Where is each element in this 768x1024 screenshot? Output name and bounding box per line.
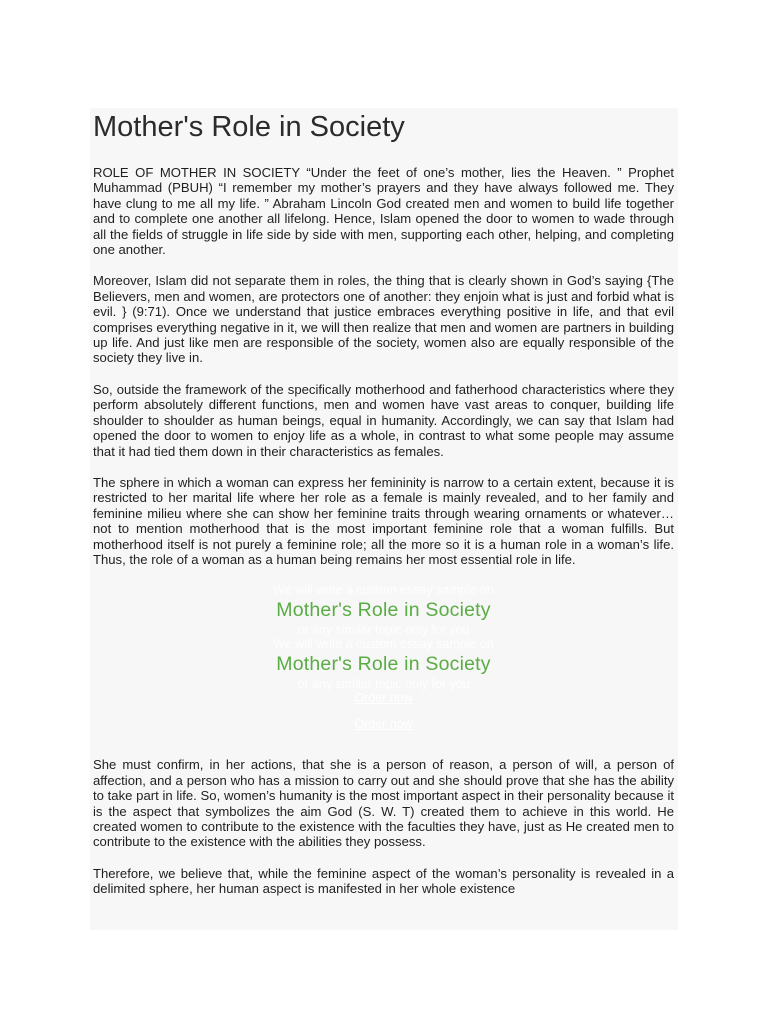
paragraph-1: ROLE OF MOTHER IN SOCIETY “Under the feet of one’s mother, lies the Heaven. ” Prophet Muhammad (PBUH) “I remember my mother’s prayers and they have always followed me. They have clung to me all my life. ” Abraham Lincoln God created men and women to build life together and to complete one another all lifelong. Hence, Islam opened the door to women to wade through all the fields of struggle in life side by side with men, supporting each other, helping, and completing one another.	[93, 165, 674, 258]
promo-title-1[interactable]: Mother's Role in Society	[276, 599, 491, 622]
order-now-link-1[interactable]: Order now	[354, 691, 413, 706]
promo-title-2[interactable]: Mother's Role in Society	[276, 653, 491, 676]
essay-promo-banner	[93, 583, 674, 735]
order-now-link-2[interactable]: Order now	[354, 717, 413, 732]
document-body	[90, 108, 678, 930]
promo-text-3: We will write a custom essay sample on	[273, 637, 494, 652]
paragraph-5: She must confirm, in her actions, that she is a person of reason, a person of will, a person of affection, and a person who has a mission to carry out and she should prove that she has the ability to take part in life. So, women’s humanity is the most important aspect in their personality because it is the aspect that symbolizes the aim God (S. W. T) created them to achieve in this world. He created women to contribute to the existence with the faculties they have, just as He created men to contribute to the existence with the abilities they possess.	[93, 757, 674, 850]
promo-text-1: We will write a custom essay sample on	[273, 583, 494, 598]
paragraph-4: The sphere in which a woman can express her femininity is narrow to a certain extent, because it is restricted to her marital life where her role as a female is mainly revealed, and to her family and feminine milieu where she can show her feminine traits through wearing ornaments or whatever… not to mention motherhood that is the most important feminine role that a woman fulfills. But motherhood itself is not purely a feminine role; all the more so it is a human role in a woman’s life. Thus, the role of a woman as a human being remains her most essential role in life.	[93, 474, 674, 567]
promo-text-4: or any similar topic only for you	[297, 677, 470, 692]
promo-text-2: or any similar topic only for you	[297, 623, 470, 638]
paragraph-3: So, outside the framework of the specifically motherhood and fatherhood characteristics where they perform absolutely different functions, men and women have vast areas to conquer, building life shoulder to shoulder as human beings, equal in humanity. Accordingly, we can say that Islam had opened the door to women to enjoy life as a whole, in contrast to what some people may assume that it had tied them down in their characteristics as females.	[93, 381, 674, 459]
page-title: Mother's Role in Society	[93, 111, 405, 143]
paragraph-2: Moreover, Islam did not separate them in roles, the thing that is clearly shown in God’s saying {The Believers, men and women, are protectors one of another: they enjoin what is just and forbid what is evil. } (9:71). Once we understand that justice embraces everything positive in life, and that evil comprises everything negative in it, we will then realize that men and women are partners in building up life. And just like men are responsible of the society, women also are equally responsible of the society they live in.	[93, 273, 674, 366]
paragraph-6: Therefore, we believe that, while the feminine aspect of the woman’s personality is revealed in a delimited sphere, her human aspect is manifested in her whole existence	[93, 865, 674, 897]
